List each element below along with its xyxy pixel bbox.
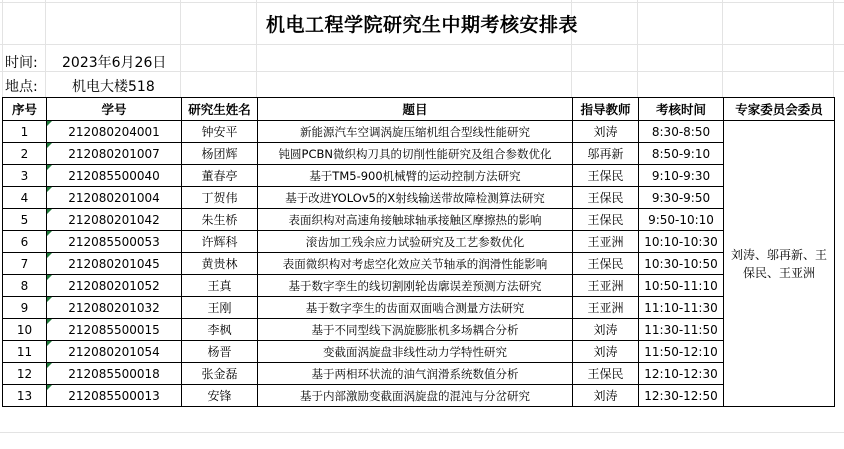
advisor-cell[interactable]: 王保民 xyxy=(573,165,639,187)
time-value[interactable]: 2023年6月26日 xyxy=(62,55,167,71)
time-slot-cell[interactable]: 11:10-11:30 xyxy=(639,297,724,319)
table-row xyxy=(3,231,835,253)
student-name-cell[interactable]: 董春亭 xyxy=(182,165,258,187)
advisor-cell[interactable]: 王保民 xyxy=(573,363,639,385)
table-row xyxy=(3,187,835,209)
row-number-cell[interactable]: 5 xyxy=(3,209,47,231)
committee-members-cell[interactable]: 刘涛、邬再新、王保民、王亚洲 xyxy=(724,121,835,407)
topic-cell[interactable]: 表面织构对高速角接触球轴承接触区摩擦热的影响 xyxy=(258,209,573,231)
table-row xyxy=(3,363,835,385)
student-id-cell[interactable]: 212080201007 xyxy=(47,143,182,165)
header-advisor[interactable]: 指导教师 xyxy=(573,98,639,121)
topic-cell[interactable]: 表面微织构对考虑空化效应关节轴承的润滑性能影响 xyxy=(258,253,573,275)
time-slot-cell[interactable]: 11:30-11:50 xyxy=(639,319,724,341)
row-number-cell[interactable]: 12 xyxy=(3,363,47,385)
topic-cell[interactable]: 基于数字孪生的线切割刚轮齿廓误差预测方法研究 xyxy=(258,275,573,297)
table-row xyxy=(3,341,835,363)
topic-cell[interactable]: 滚齿加工残余应力试验研究及工艺参数优化 xyxy=(258,231,573,253)
header-time[interactable]: 考核时间 xyxy=(639,98,724,121)
place-label: 地点: xyxy=(5,79,38,95)
advisor-cell[interactable]: 王亚洲 xyxy=(573,275,639,297)
row-number-cell[interactable]: 4 xyxy=(3,187,47,209)
student-name-cell[interactable]: 朱生桥 xyxy=(182,209,258,231)
header-topic[interactable]: 题目 xyxy=(258,98,573,121)
student-id-cell[interactable]: 212085500040 xyxy=(47,165,182,187)
student-name-cell[interactable]: 张金磊 xyxy=(182,363,258,385)
row-number-cell[interactable]: 1 xyxy=(3,121,47,143)
student-name-cell[interactable]: 王真 xyxy=(182,275,258,297)
student-id-cell[interactable]: 212085500018 xyxy=(47,363,182,385)
gridline xyxy=(0,2,844,3)
advisor-cell[interactable]: 王亚洲 xyxy=(573,231,639,253)
time-slot-cell[interactable]: 9:10-9:30 xyxy=(639,165,724,187)
advisor-cell[interactable]: 刘涛 xyxy=(573,341,639,363)
gridline xyxy=(0,432,844,433)
advisor-cell[interactable]: 王亚洲 xyxy=(573,297,639,319)
student-name-cell[interactable]: 李枫 xyxy=(182,319,258,341)
table-row xyxy=(3,297,835,319)
student-name-cell[interactable]: 许辉科 xyxy=(182,231,258,253)
advisor-cell[interactable]: 刘涛 xyxy=(573,319,639,341)
student-id-cell[interactable]: 212080201004 xyxy=(47,187,182,209)
time-slot-cell[interactable]: 8:30-8:50 xyxy=(639,121,724,143)
time-slot-cell[interactable]: 9:30-9:50 xyxy=(639,187,724,209)
topic-cell[interactable]: 基于数字孪生的齿面双面啮合测量方法研究 xyxy=(258,297,573,319)
topic-cell[interactable]: 基于两相环状流的油气润滑系统数值分析 xyxy=(258,363,573,385)
row-number-cell[interactable]: 6 xyxy=(3,231,47,253)
advisor-cell[interactable]: 邬再新 xyxy=(573,143,639,165)
student-id-cell[interactable]: 212080201054 xyxy=(47,341,182,363)
time-slot-cell[interactable]: 10:50-11:10 xyxy=(639,275,724,297)
topic-cell[interactable]: 基于改进YOLOv5的X射线输送带故障检测算法研究 xyxy=(258,187,573,209)
advisor-cell[interactable]: 刘涛 xyxy=(573,385,639,407)
topic-cell[interactable]: 基于不同型线下涡旋膨胀机多场耦合分析 xyxy=(258,319,573,341)
header-no[interactable]: 序号 xyxy=(3,98,47,121)
time-slot-cell[interactable]: 11:50-12:10 xyxy=(639,341,724,363)
place-value[interactable]: 机电大楼518 xyxy=(72,79,155,95)
student-name-cell[interactable]: 黄贵林 xyxy=(182,253,258,275)
student-id-cell[interactable]: 212085500053 xyxy=(47,231,182,253)
row-number-cell[interactable]: 9 xyxy=(3,297,47,319)
time-slot-cell[interactable]: 12:10-12:30 xyxy=(639,363,724,385)
time-slot-cell[interactable]: 10:10-10:30 xyxy=(639,231,724,253)
table-row xyxy=(3,385,835,407)
table-row xyxy=(3,165,835,187)
student-name-cell[interactable]: 杨晋 xyxy=(182,341,258,363)
student-name-cell[interactable]: 安锋 xyxy=(182,385,258,407)
topic-cell[interactable]: 基于TM5-900机械臂的运动控制方法研究 xyxy=(258,165,573,187)
gridline xyxy=(0,44,844,45)
time-slot-cell[interactable]: 9:50-10:10 xyxy=(639,209,724,231)
topic-cell[interactable]: 变截面涡旋盘非线性动力学特性研究 xyxy=(258,341,573,363)
row-number-cell[interactable]: 3 xyxy=(3,165,47,187)
student-name-cell[interactable]: 钟安平 xyxy=(182,121,258,143)
time-slot-cell[interactable]: 12:30-12:50 xyxy=(639,385,724,407)
student-name-cell[interactable]: 杨团辉 xyxy=(182,143,258,165)
table-row xyxy=(3,209,835,231)
row-number-cell[interactable]: 10 xyxy=(3,319,47,341)
time-slot-cell[interactable]: 10:30-10:50 xyxy=(639,253,724,275)
table-body xyxy=(3,121,835,407)
student-id-cell[interactable]: 212080201042 xyxy=(47,209,182,231)
table-row xyxy=(3,275,835,297)
header-student-id[interactable]: 学号 xyxy=(47,98,182,121)
row-number-cell[interactable]: 8 xyxy=(3,275,47,297)
row-number-cell[interactable]: 7 xyxy=(3,253,47,275)
student-id-cell[interactable]: 212080201052 xyxy=(47,275,182,297)
schedule-table xyxy=(2,97,835,407)
student-id-cell[interactable]: 212080201045 xyxy=(47,253,182,275)
header-student-name[interactable]: 研究生姓名 xyxy=(182,98,258,121)
table-row xyxy=(3,121,835,143)
advisor-cell[interactable]: 王保民 xyxy=(573,253,639,275)
student-id-cell[interactable]: 212085500015 xyxy=(47,319,182,341)
row-number-cell[interactable]: 13 xyxy=(3,385,47,407)
topic-cell[interactable]: 新能源汽车空调涡旋压缩机组合型线性能研究 xyxy=(258,121,573,143)
advisor-cell[interactable]: 王保民 xyxy=(573,187,639,209)
student-name-cell[interactable]: 王刚 xyxy=(182,297,258,319)
header-committee[interactable]: 专家委员会委员 xyxy=(724,98,835,121)
table-row xyxy=(3,319,835,341)
table-row xyxy=(3,143,835,165)
sheet-title: 机电工程学院研究生中期考核安排表 xyxy=(265,14,578,36)
row-number-cell[interactable]: 11 xyxy=(3,341,47,363)
header-row xyxy=(3,98,835,121)
student-id-cell[interactable]: 212080204001 xyxy=(47,121,182,143)
topic-cell[interactable]: 基于内部激励变截面涡旋盘的混沌与分岔研究 xyxy=(258,385,573,407)
time-slot-cell[interactable]: 8:50-9:10 xyxy=(639,143,724,165)
table-row xyxy=(3,253,835,275)
student-id-cell[interactable]: 212080201032 xyxy=(47,297,182,319)
student-name-cell[interactable]: 丁贺伟 xyxy=(182,187,258,209)
student-id-cell[interactable]: 212085500013 xyxy=(47,385,182,407)
row-number-cell[interactable]: 2 xyxy=(3,143,47,165)
advisor-cell[interactable]: 刘涛 xyxy=(573,121,639,143)
advisor-cell[interactable]: 王保民 xyxy=(573,209,639,231)
time-label: 时间: xyxy=(5,55,38,71)
topic-cell[interactable]: 钝圆PCBN微织构刀具的切削性能研究及组合参数优化 xyxy=(258,143,573,165)
